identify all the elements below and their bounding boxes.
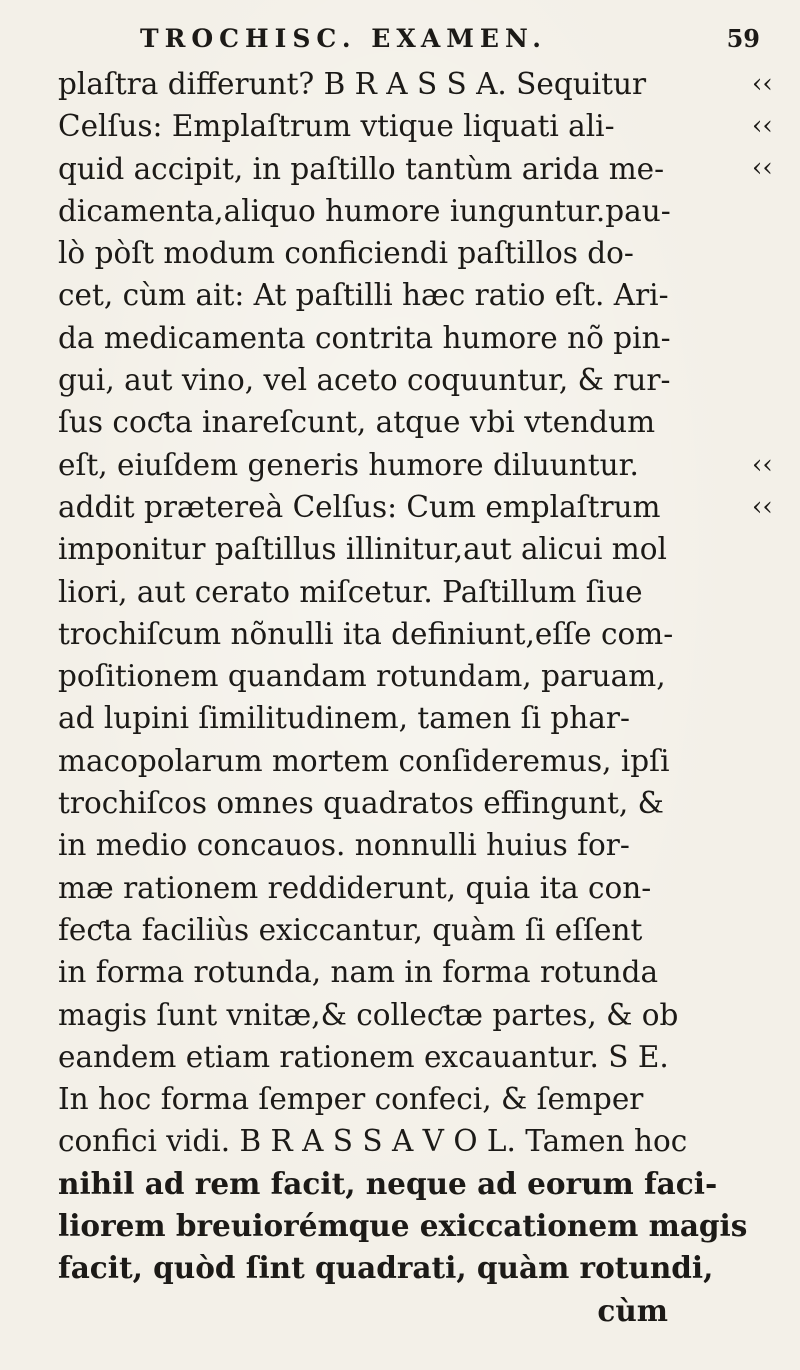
text-line: quid accipit, in paſtillo tantùm arida me-	[58, 151, 665, 186]
text-line: in medio concauos. nonnulli huius for-	[58, 828, 630, 863]
text-line: trochiſcos omnes quadratos effingunt, &	[58, 786, 664, 821]
text-line: ad lupini ſimilitudinem, tamen ſi phar-	[58, 701, 630, 736]
text-line: macopolarum mortem conſideremus, ipſi	[58, 743, 670, 778]
text-line: In hoc forma ſemper confeci, & ſemper	[58, 1082, 644, 1117]
catchword: cùm	[597, 1292, 668, 1328]
text-line: eandem etiam rationem excauantur. S E.	[58, 1039, 669, 1074]
text-line: Celſus: Emplaſtrum vtique liquati ali-	[58, 109, 615, 144]
text-line: lò pòſt modum conficiendi paſtillos do-	[58, 236, 634, 271]
text-line: feƈta faciliùs exiccantur, quàm ſi eſſent	[58, 912, 643, 947]
text-line: in forma rotunda, nam in forma rotunda	[58, 955, 659, 990]
text-line: trochiſcum nõnulli ita definiunt,eſſe com-	[58, 616, 674, 651]
text-line: dicamenta,aliquo humore iunguntur.pau-	[58, 193, 671, 228]
text-line: eſt, eiuſdem generis humore diluuntur.	[58, 447, 639, 482]
page-number: 59	[726, 24, 760, 53]
margin-quote-mark: ‹‹	[752, 111, 773, 141]
text-line: cet, cùm ait: At paſtilli hæc ratio eſt. Ari-	[58, 278, 669, 313]
margin-quote-mark: ‹‹	[752, 492, 773, 522]
running-head	[140, 18, 780, 58]
text-line: confici vidi. B R A S S A V O L. Tamen hoc	[58, 1124, 688, 1159]
margin-quote-mark: ‹‹	[752, 69, 773, 99]
text-line: liori, aut cerato miſcetur. Paſtillum ſiue	[58, 574, 643, 609]
text-line: facit, quòd ſint quadrati, quàm rotundi,	[58, 1250, 714, 1286]
text-line: nihil ad rem facit, neque ad eorum faci-	[58, 1165, 718, 1201]
margin-quote-mark: ‹‹	[752, 450, 773, 480]
text-line: mæ rationem reddiderunt, quia ita con-	[58, 870, 652, 905]
margin-quote-mark: ‹‹	[752, 153, 773, 183]
text-line: liorem breuiorémque exiccationem magis	[58, 1208, 748, 1244]
text-line: ſus coƈta inareſcunt, atque vbi vtendum	[58, 405, 656, 440]
text-line: da medicamenta contrita humore nõ pin-	[58, 320, 671, 355]
text-line: imponitur paſtillus illinitur,aut alicui mol	[58, 532, 667, 567]
body-text	[58, 63, 748, 1332]
text-line: gui, aut vino, vel aceto coquuntur, & rur-	[58, 363, 671, 398]
text-line: magis ſunt vnitæ,& colleƈtæ partes, & ob	[58, 997, 679, 1032]
text-line: addit prætereà Celſus: Cum emplaſtrum	[58, 489, 661, 524]
text-line: plaſtra differunt? B R A S S A. Sequitur	[58, 67, 647, 101]
running-head-title: TROCHISC. EXAMEN.	[140, 24, 547, 53]
text-line: poſitionem quandam rotundam, paruam,	[58, 659, 666, 694]
